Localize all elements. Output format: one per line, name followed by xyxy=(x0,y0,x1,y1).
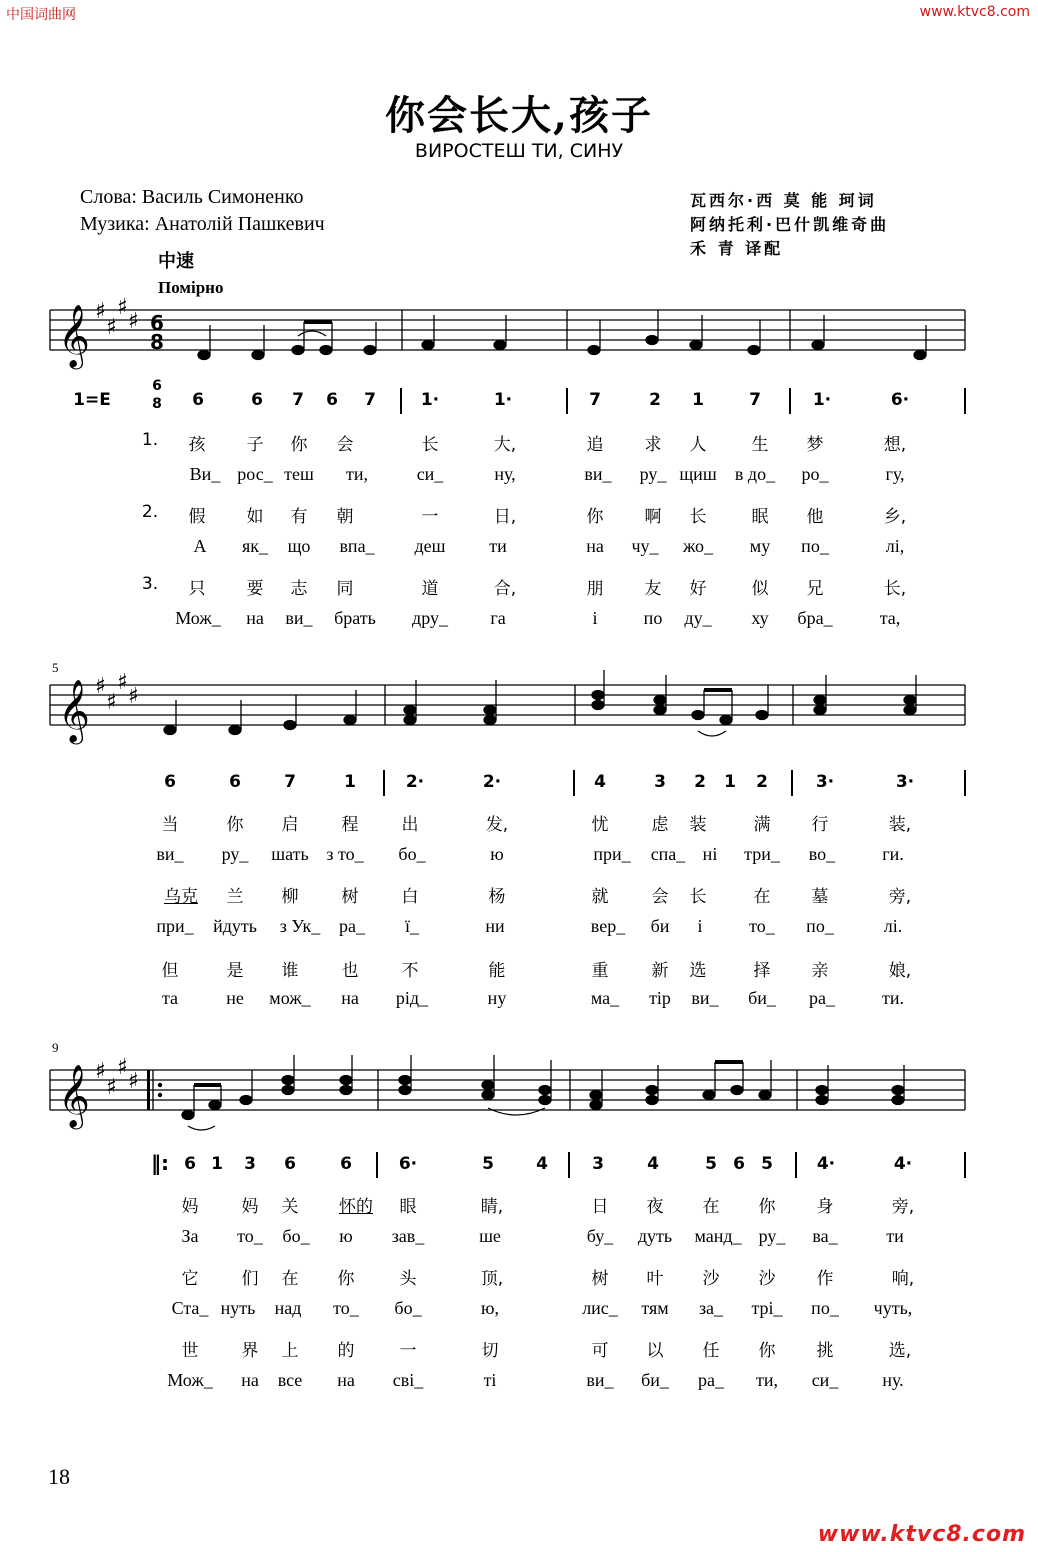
barline xyxy=(376,1152,378,1178)
jianpu-note: 3 xyxy=(244,1154,256,1174)
time-sig-num: 6 xyxy=(150,311,164,335)
jianpu-note: 6 xyxy=(192,390,204,410)
barline xyxy=(791,770,793,796)
jianpu-note: 6· xyxy=(890,390,910,410)
jianpu-row-3 xyxy=(0,1151,1038,1184)
jianpu-note: 6 xyxy=(251,390,263,410)
watermark-left: 中国词曲网 xyxy=(6,7,76,23)
treble-clef-icon: 𝄞 xyxy=(58,304,90,367)
jianpu-note: 1 xyxy=(344,772,356,792)
key-signature-icon xyxy=(95,295,139,340)
time-sig-den: 8 xyxy=(150,330,164,354)
jianpu-note: 6 xyxy=(184,1154,196,1174)
repeat-start-icon: ‖: xyxy=(151,1151,169,1175)
credit-words: Слова: Василь Симоненко xyxy=(80,186,304,208)
treble-clef-icon: 𝄞 xyxy=(58,1064,90,1127)
jianpu-note: 2 xyxy=(756,772,768,792)
svg-text:♯: ♯ xyxy=(117,670,128,695)
jianpu-note: 2· xyxy=(405,772,425,792)
jianpu-note: 5 xyxy=(705,1154,717,1174)
jianpu-note: 4· xyxy=(816,1154,836,1174)
credit-music: Музика: Анатолій Пашкевич xyxy=(80,213,325,235)
watermark-right: www.ktvc8.com xyxy=(919,4,1030,20)
barline xyxy=(964,1152,966,1178)
measure-number: 5 xyxy=(52,660,59,675)
measure-number: 9 xyxy=(52,1040,59,1055)
jianpu-note: 5 xyxy=(482,1154,494,1174)
jianpu-note: 2· xyxy=(482,772,502,792)
jianpu-note: 5 xyxy=(761,1154,773,1174)
jianpu-note: 6 xyxy=(340,1154,352,1174)
song-subtitle: ВИРОСТЕШ ТИ, СИНУ xyxy=(414,140,624,162)
jianpu-note: 1· xyxy=(493,390,513,410)
jianpu-row-1 xyxy=(0,378,1038,420)
jianpu-note: 6 xyxy=(284,1154,296,1174)
barline xyxy=(383,770,385,796)
svg-text:♯: ♯ xyxy=(95,674,106,699)
svg-text:♯: ♯ xyxy=(95,1059,106,1084)
jianpu-note: 1 xyxy=(211,1154,223,1174)
svg-text:♯: ♯ xyxy=(128,1069,139,1094)
jianpu-note: 7 xyxy=(364,390,376,410)
jianpu-note: 7 xyxy=(284,772,296,792)
credit-cn-music: 阿纳托利·巴什凯维奇曲 xyxy=(690,215,890,234)
jianpu-note: 6 xyxy=(326,390,338,410)
jianpu-time-num: 6 xyxy=(152,378,162,394)
staff-system-1 xyxy=(0,290,1038,380)
staff-system-2 xyxy=(0,665,1038,755)
page-number: 18 xyxy=(48,1464,70,1489)
barline xyxy=(789,388,791,414)
treble-clef-icon: 𝄞 xyxy=(58,679,90,742)
jianpu-note: 1 xyxy=(692,390,704,410)
jianpu-note: 4 xyxy=(594,772,606,792)
jianpu-note: 4 xyxy=(647,1154,659,1174)
barline xyxy=(566,388,568,414)
svg-text:♯: ♯ xyxy=(106,315,117,340)
jianpu-note: 7 xyxy=(749,390,761,410)
jianpu-note: 2 xyxy=(694,772,706,792)
barline xyxy=(573,770,575,796)
jianpu-note: 6 xyxy=(733,1154,745,1174)
jianpu-note: 7 xyxy=(589,390,601,410)
jianpu-note: 1 xyxy=(724,772,736,792)
jianpu-note: 1· xyxy=(812,390,832,410)
credit-cn-translator: 禾 青 译配 xyxy=(690,239,784,258)
svg-text:♯: ♯ xyxy=(117,1055,128,1080)
barline xyxy=(964,388,966,414)
tempo-ukrainian: Помірно xyxy=(158,278,224,297)
barline xyxy=(795,1152,797,1178)
song-title: 你会长大,孩子 xyxy=(385,92,653,139)
key-signature-icon xyxy=(95,670,139,715)
jianpu-note: 3· xyxy=(895,772,915,792)
jianpu-note: 6 xyxy=(229,772,241,792)
jianpu-note: 4 xyxy=(536,1154,548,1174)
key-signature-icon xyxy=(95,1055,139,1100)
jianpu-note: 2 xyxy=(649,390,661,410)
jianpu-note: 3· xyxy=(815,772,835,792)
jianpu-note: 6· xyxy=(398,1154,418,1174)
watermark-bottom: www.ktvc8.com xyxy=(817,1522,1026,1547)
staff-system-3 xyxy=(0,1050,1038,1140)
jianpu-note: 4· xyxy=(893,1154,913,1174)
jianpu-note: 7 xyxy=(292,390,304,410)
jianpu-note: 1· xyxy=(420,390,440,410)
svg-text:♯: ♯ xyxy=(128,684,139,709)
svg-text:♯: ♯ xyxy=(128,309,139,334)
jianpu-row-2 xyxy=(0,772,1038,802)
svg-text:♯: ♯ xyxy=(106,1075,117,1100)
jianpu-time-den: 8 xyxy=(152,396,162,412)
svg-text:♯: ♯ xyxy=(117,295,128,320)
svg-text:♯: ♯ xyxy=(95,299,106,324)
barline xyxy=(568,1152,570,1178)
svg-text:♯: ♯ xyxy=(106,690,117,715)
jianpu-note: 6 xyxy=(164,772,176,792)
jianpu-note: 3 xyxy=(654,772,666,792)
credit-cn-words: 瓦西尔·西 莫 能 珂词 xyxy=(690,191,877,210)
tempo-chinese: 中速 xyxy=(158,251,194,272)
barline xyxy=(964,770,966,796)
barline xyxy=(400,388,402,414)
key-label: 1=E xyxy=(73,390,111,410)
jianpu-note: 3 xyxy=(592,1154,604,1174)
